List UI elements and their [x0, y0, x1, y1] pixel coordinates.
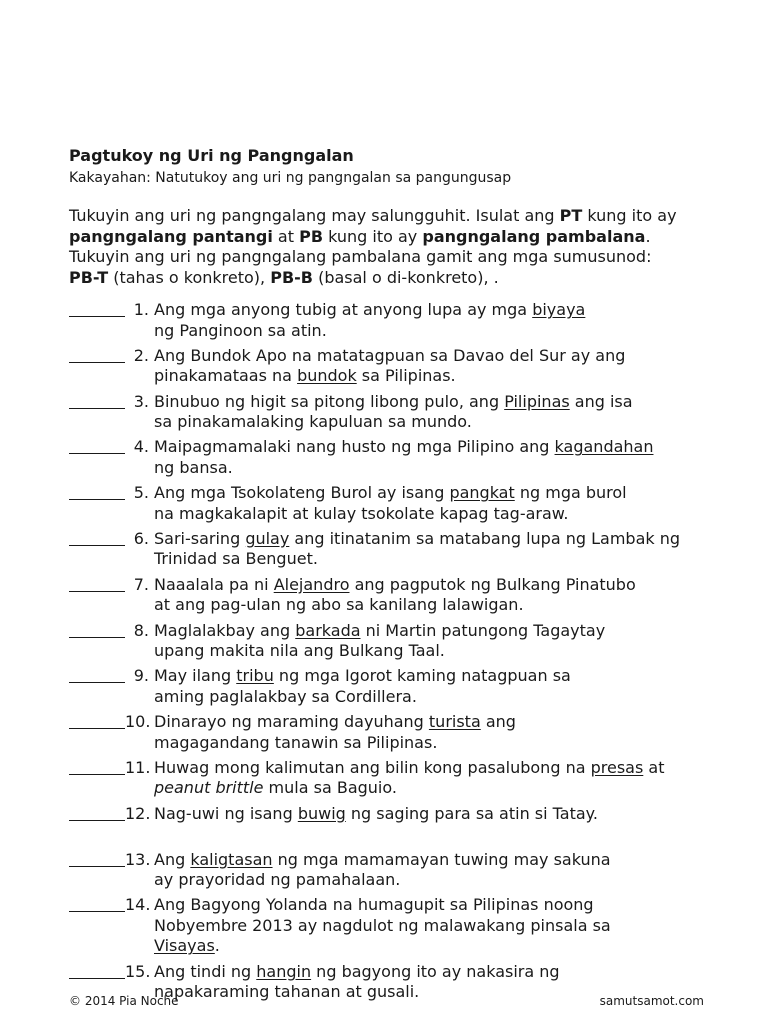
question-number: 10. — [125, 712, 151, 732]
answer-blank[interactable] — [69, 529, 125, 546]
code-pb-b: PB-B — [270, 267, 313, 287]
italic-term: peanut brittle — [154, 778, 264, 798]
question-text-line — [154, 962, 560, 983]
question-text: ng bansa. — [154, 457, 233, 477]
question-text: ni Martin patungong Tagaytay — [360, 620, 606, 640]
question-text: aming paglalakbay sa Cordillera. — [154, 686, 417, 706]
question-item — [69, 529, 729, 575]
instructions-text: kung ito ay — [323, 226, 423, 246]
question-text: ang — [480, 712, 516, 732]
question-text-line — [154, 758, 664, 779]
instructions — [69, 206, 729, 288]
question-text: ng mga mamamayan tuwing may sakuna — [272, 849, 611, 869]
question-text: ang isa — [569, 391, 633, 411]
underlined-noun: kagandahan — [554, 437, 654, 457]
question-text: ay prayoridad ng pamahalaan. — [154, 870, 401, 890]
question-text-line — [154, 641, 445, 662]
underlined-noun: Alejandro — [273, 574, 350, 594]
underlined-noun: buwig — [297, 803, 346, 823]
question-text-line — [154, 529, 680, 550]
question-number: 2. — [133, 345, 149, 365]
question-item — [69, 895, 729, 961]
instructions-text: Tukuyin ang uri ng pangngalang may salungguhit. Isulat ang — [69, 206, 560, 225]
question-text-line — [154, 321, 327, 342]
question-text: ng mga burol — [514, 483, 627, 503]
instructions-line-1 — [69, 206, 729, 227]
answer-blank[interactable] — [69, 437, 125, 454]
question-text-line — [154, 850, 611, 871]
term-pantangi: pangngalang pantangi — [69, 226, 273, 246]
answer-blank[interactable] — [69, 666, 125, 683]
underlined-noun: barkada — [295, 620, 361, 640]
instructions-text: (tahas o konkreto), — [108, 267, 271, 287]
question-text-line — [154, 458, 233, 479]
question-number: 3. — [133, 391, 149, 411]
answer-blank[interactable] — [69, 621, 125, 638]
answer-blank[interactable] — [69, 850, 125, 867]
question-text-line — [154, 366, 456, 387]
question-item — [69, 621, 729, 667]
question-text: . — [214, 936, 220, 956]
question-text-line — [154, 687, 417, 708]
footer-copyright: © 2014 Pia Noche — [69, 994, 179, 1008]
question-text: Binubuo ng higit sa pitong libong pulo, ang — [154, 391, 505, 411]
code-pb: PB — [299, 226, 324, 246]
question-text-line — [154, 437, 653, 458]
question-item — [69, 804, 729, 850]
question-text-line — [154, 483, 627, 504]
question-text-line — [154, 346, 625, 367]
question-item — [69, 712, 729, 758]
underlined-noun: kaligtasan — [190, 849, 273, 869]
question-text-line — [154, 778, 397, 799]
question-text: ang pagputok ng Bulkang Pinatubo — [349, 574, 636, 594]
question-text: Ang tindi ng — [154, 961, 257, 981]
question-text-line — [154, 895, 594, 916]
underlined-noun: bundok — [297, 366, 357, 386]
question-number: 8. — [133, 620, 149, 640]
question-text-line — [154, 870, 400, 891]
question-text-line — [154, 916, 611, 937]
question-text: Ang Bundok Apo na matatagpuan sa Davao del Sur ay ang — [154, 345, 626, 365]
question-number: 5. — [133, 483, 149, 503]
question-text: Ang mga anyong tubig at anyong lupa ay mga — [154, 300, 533, 319]
question-text: Nobyembre 2013 ay nagdulot ng malawakang pinsala sa — [154, 915, 611, 935]
question-text: at ang pag-ulan ng abo sa kanilang lalawigan. — [154, 595, 524, 615]
answer-blank[interactable] — [69, 804, 125, 821]
answer-blank[interactable] — [69, 575, 125, 592]
underlined-noun: tribu — [236, 666, 274, 686]
question-number: 9. — [133, 666, 149, 686]
answer-blank[interactable] — [69, 300, 125, 317]
question-number: 14. — [125, 895, 151, 915]
term-pambalana: pangngalang pambalana — [422, 226, 646, 246]
code-pb-t: PB-T — [69, 267, 109, 287]
question-text-line — [154, 733, 437, 754]
underlined-noun: biyaya — [532, 300, 586, 319]
underlined-noun: turista — [428, 712, 481, 732]
question-text: Ang mga Tsokolateng Burol ay isang — [154, 483, 450, 503]
answer-blank[interactable] — [69, 392, 125, 409]
question-item — [69, 575, 729, 621]
question-text-line — [154, 575, 636, 596]
question-text: sa pinakamalaking kapuluan sa mundo. — [154, 412, 472, 432]
question-item — [69, 300, 729, 346]
question-text: na magkakalapit at kulay tsokolate kapag tag-araw. — [154, 503, 569, 523]
question-text: Sari-saring — [154, 528, 246, 548]
question-text: Trinidad sa Benguet. — [154, 549, 318, 569]
worksheet-title: Pagtukoy ng Uri ng Pangngalan — [69, 146, 354, 165]
question-text-line — [154, 621, 605, 642]
question-number: 12. — [125, 803, 151, 823]
question-text: at — [643, 757, 665, 777]
question-text: Ang — [154, 849, 191, 869]
question-text: Maipagmamalaki nang husto ng mga Pilipino ang — [154, 437, 555, 457]
question-text: mula sa Baguio. — [263, 778, 397, 798]
question-text: ng saging para sa atin si Tatay. — [345, 803, 598, 823]
instructions-text: kung ito ay — [582, 206, 677, 225]
question-number: 4. — [133, 437, 149, 457]
question-text: magagandang tanawin sa Pilipinas. — [154, 732, 438, 752]
question-text: pinakamataas na — [154, 366, 298, 386]
question-item — [69, 850, 729, 896]
instructions-text: . — [645, 226, 651, 246]
question-text-line — [154, 936, 220, 957]
question-text-line — [154, 804, 598, 825]
answer-blank[interactable] — [69, 962, 125, 979]
question-text: Huwag mong kalimutan ang bilin kong pasalubong na — [154, 757, 591, 777]
question-text: Maglalakbay ang — [154, 620, 296, 640]
instructions-line-4 — [69, 268, 729, 289]
question-text: ng bagyong ito ay nakasira ng — [311, 961, 560, 981]
question-item — [69, 666, 729, 712]
question-text-line — [154, 666, 571, 687]
question-number: 15. — [125, 961, 151, 981]
question-text-line — [154, 412, 472, 433]
question-text-line — [154, 549, 318, 570]
question-text-line — [154, 712, 516, 733]
question-item — [69, 758, 729, 804]
instructions-line-2 — [69, 227, 729, 248]
question-text: Ang Bagyong Yolanda na humagupit sa Pilipinas noong — [154, 895, 594, 915]
underlined-noun: hangin — [256, 961, 312, 981]
answer-blank[interactable] — [69, 895, 125, 912]
question-number: 13. — [125, 849, 151, 869]
instructions-line-3: Tukuyin ang uri ng pangngalang pambalana gamit ang mga sumusunod: — [69, 247, 652, 266]
question-text: upang makita nila ang Bulkang Taal. — [154, 641, 445, 661]
question-text: Naaalala pa ni — [154, 574, 274, 594]
question-item — [69, 483, 729, 529]
question-number: 11. — [125, 757, 151, 777]
worksheet-subtitle: Kakayahan: Natutukoy ang uri ng pangngalan sa pangungusap — [69, 170, 512, 186]
footer-site: samutsamot.com — [599, 994, 704, 1008]
code-pt: PT — [559, 206, 583, 225]
underlined-noun: gulay — [245, 528, 290, 548]
underlined-noun: pangkat — [449, 483, 515, 503]
answer-blank[interactable] — [69, 346, 125, 363]
question-text-line — [154, 392, 633, 413]
question-text: Nag-uwi ng isang — [154, 803, 298, 823]
question-list — [69, 300, 729, 1007]
question-text: napakaraming tahanan at gusali. — [154, 982, 420, 1002]
underlined-noun: Visayas — [154, 936, 215, 956]
question-text-line — [154, 504, 568, 525]
question-number: 7. — [133, 574, 149, 594]
question-text: ng mga Igorot kaming natagpuan sa — [273, 666, 571, 686]
question-item — [69, 392, 729, 438]
question-text: May ilang — [154, 666, 237, 686]
question-item — [69, 437, 729, 483]
question-item — [69, 346, 729, 392]
underlined-noun: Pilipinas — [504, 391, 570, 411]
question-text: sa Pilipinas. — [356, 366, 456, 386]
answer-blank[interactable] — [69, 712, 125, 729]
question-text: Dinarayo ng maraming dayuhang — [154, 712, 429, 732]
question-text-line — [154, 300, 585, 321]
question-text: ang itinatanim sa matabang lupa ng Lambak ng — [289, 528, 681, 548]
question-text-line — [154, 982, 419, 1003]
question-text: ng Panginoon sa atin. — [154, 320, 327, 340]
underlined-noun: presas — [590, 757, 644, 777]
answer-blank[interactable] — [69, 758, 125, 775]
question-number: 6. — [133, 528, 149, 548]
answer-blank[interactable] — [69, 483, 125, 500]
question-text-line — [154, 595, 524, 616]
instructions-text: at — [272, 226, 300, 246]
question-number: 1. — [133, 300, 149, 319]
instructions-text: (basal o di-konkreto), . — [312, 267, 499, 287]
